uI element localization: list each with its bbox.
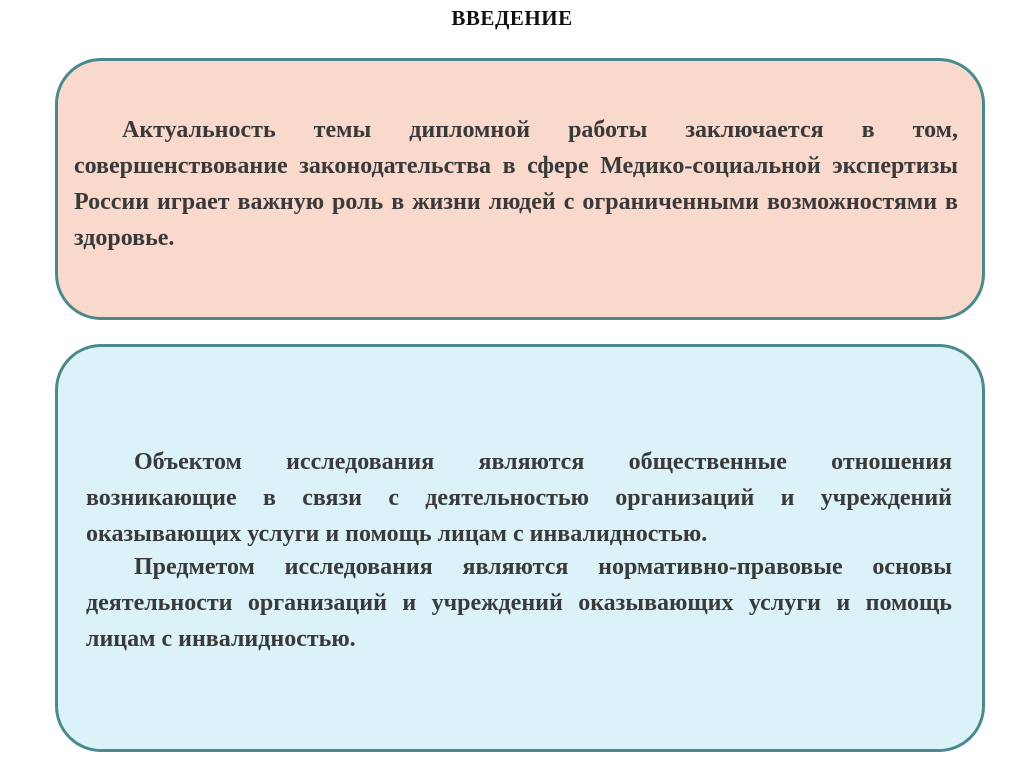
research-subject-text: Предметом исследования являются нормативно-правовые основы деятельности организаций и учреждений оказывающих услуги и помощь лицам с инвалидностью.	[86, 554, 952, 652]
relevance-text: Актуальность темы дипломной работы заключается в том, совершенствование законодательства в сфере Медико-социальной экспертизы России играет важную роль в жизни людей с ограниченными возможностями в здоровье.	[74, 117, 958, 251]
slide-title: ВВЕДЕНИЕ	[451, 6, 573, 30]
research-object-text: Объектом исследования являются общественные отношения возникающие в связи с деятельностью организаций и учреждений оказывающих услуги и помощь лицам с инвалидностью.	[86, 449, 952, 547]
